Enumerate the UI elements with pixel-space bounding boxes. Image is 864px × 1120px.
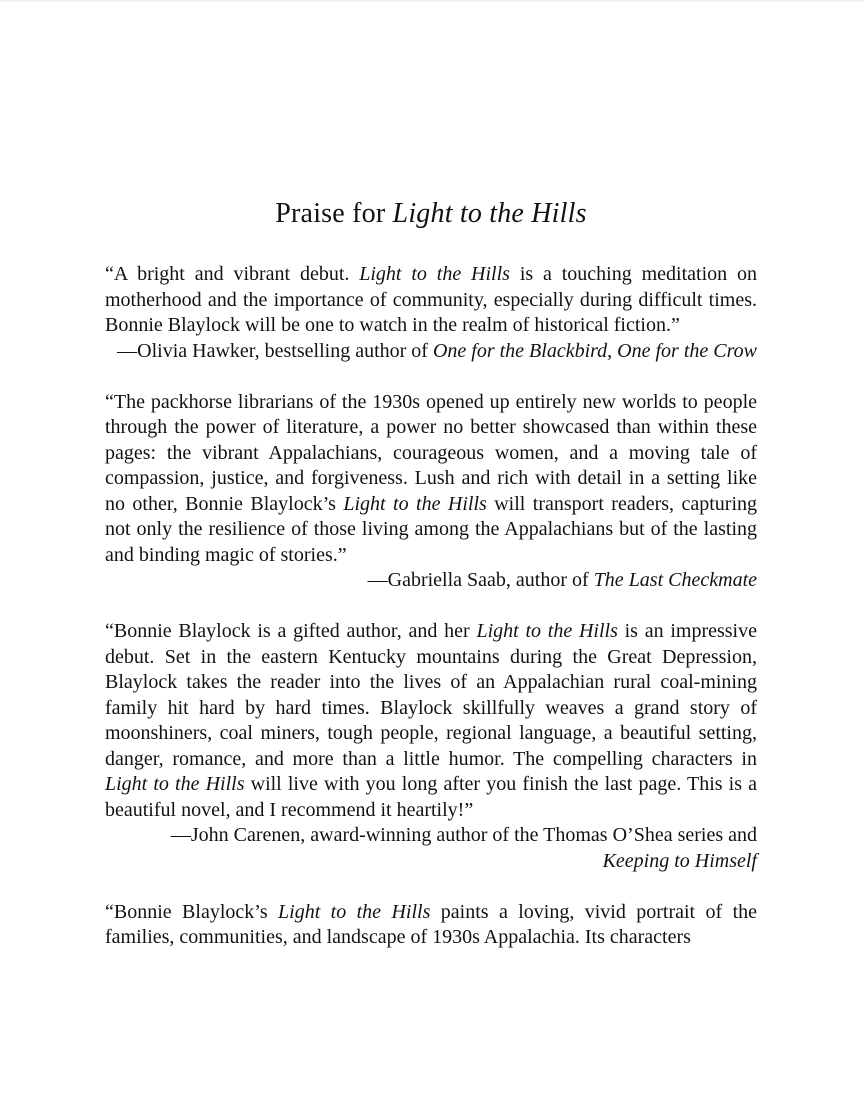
italic-text-run: The Last Checkmate [593, 569, 757, 591]
text-run: —John Carenen, award-winning author of the Thomas O’Shea series and [170, 824, 757, 846]
page-title [105, 196, 757, 232]
text-run: will live with you long after you finish the last page. This is a beautiful novel, and I recommend it heartily!” [105, 773, 758, 821]
text-run: —Gabriella Saab, author of [367, 569, 594, 591]
quote-text [105, 262, 757, 339]
text-run: “The packhorse librarians of the 1930s opened up entirely new worlds to people through the power of literature, a power no better showcased than within these pages: the vibrant Appalachians, courageous women, and a moving tale of compassion, justice, and forgiveness. Lush and rich with detail in a setting like no other, Bonnie Blaylock’s [105, 390, 757, 515]
italic-text-run: Light to the Hills [476, 620, 618, 642]
text-run: is a touching meditation on motherhood and the importance of community, especially during difficult times. Bonnie Blaylock will be one to watch in the realm of historical fiction.” [105, 263, 757, 336]
text-run: paints a loving, vivid portrait of the families, communities, and landscape of 1930s Appalachia. Its characters [105, 900, 758, 948]
praise-quote-3 [105, 619, 757, 874]
quote-text [105, 900, 757, 951]
text-run: is an impressive debut. Set in the eastern Kentucky mountains during the Great Depression, Blaylock takes the reader into the lives of an Appalachian rural coal-mining family hit hard by hard times. Blaylock skillfully weaves a grand story of moonshiners, coal miners, tough people, regional language, a beautiful setting, danger, romance, and more than a little humor. The compelling characters in [105, 620, 757, 770]
text-run: “Bonnie Blaylock is a gifted author, and her [105, 620, 477, 642]
text-run: “A bright and vibrant debut. [105, 263, 360, 285]
italic-text-run: Light to the Hills [278, 900, 431, 923]
italic-text-run: Light to the Hills [359, 263, 510, 285]
italic-text-run: Light to the Hills [105, 773, 245, 795]
italic-text-run: Light to the Hills [343, 492, 487, 515]
praise-quote-1 [105, 262, 757, 364]
text-run: —Olivia Hawker, bestselling author of [117, 339, 433, 362]
quote-text [105, 619, 757, 823]
italic-text-run: Keeping to Himself [602, 849, 757, 872]
text-run: Praise for [275, 198, 393, 229]
praise-quote-2 [105, 390, 757, 594]
quote-text [105, 390, 757, 569]
text-run: “Bonnie Blaylock’s [105, 900, 279, 923]
italic-text-run: One for the Blackbird, One for the Crow [432, 339, 757, 362]
quote-attribution [105, 339, 757, 365]
quote-attribution [105, 568, 757, 594]
text-run: will transport readers, capturing not only the resilience of those living among the Appalachians but of the lasting and binding magic of stories.” [105, 492, 758, 566]
page-top-edge [0, 0, 864, 2]
italic-text-run: Light to the Hills [392, 198, 587, 229]
quote-attribution [105, 823, 757, 874]
praise-quote-4 [105, 900, 757, 951]
